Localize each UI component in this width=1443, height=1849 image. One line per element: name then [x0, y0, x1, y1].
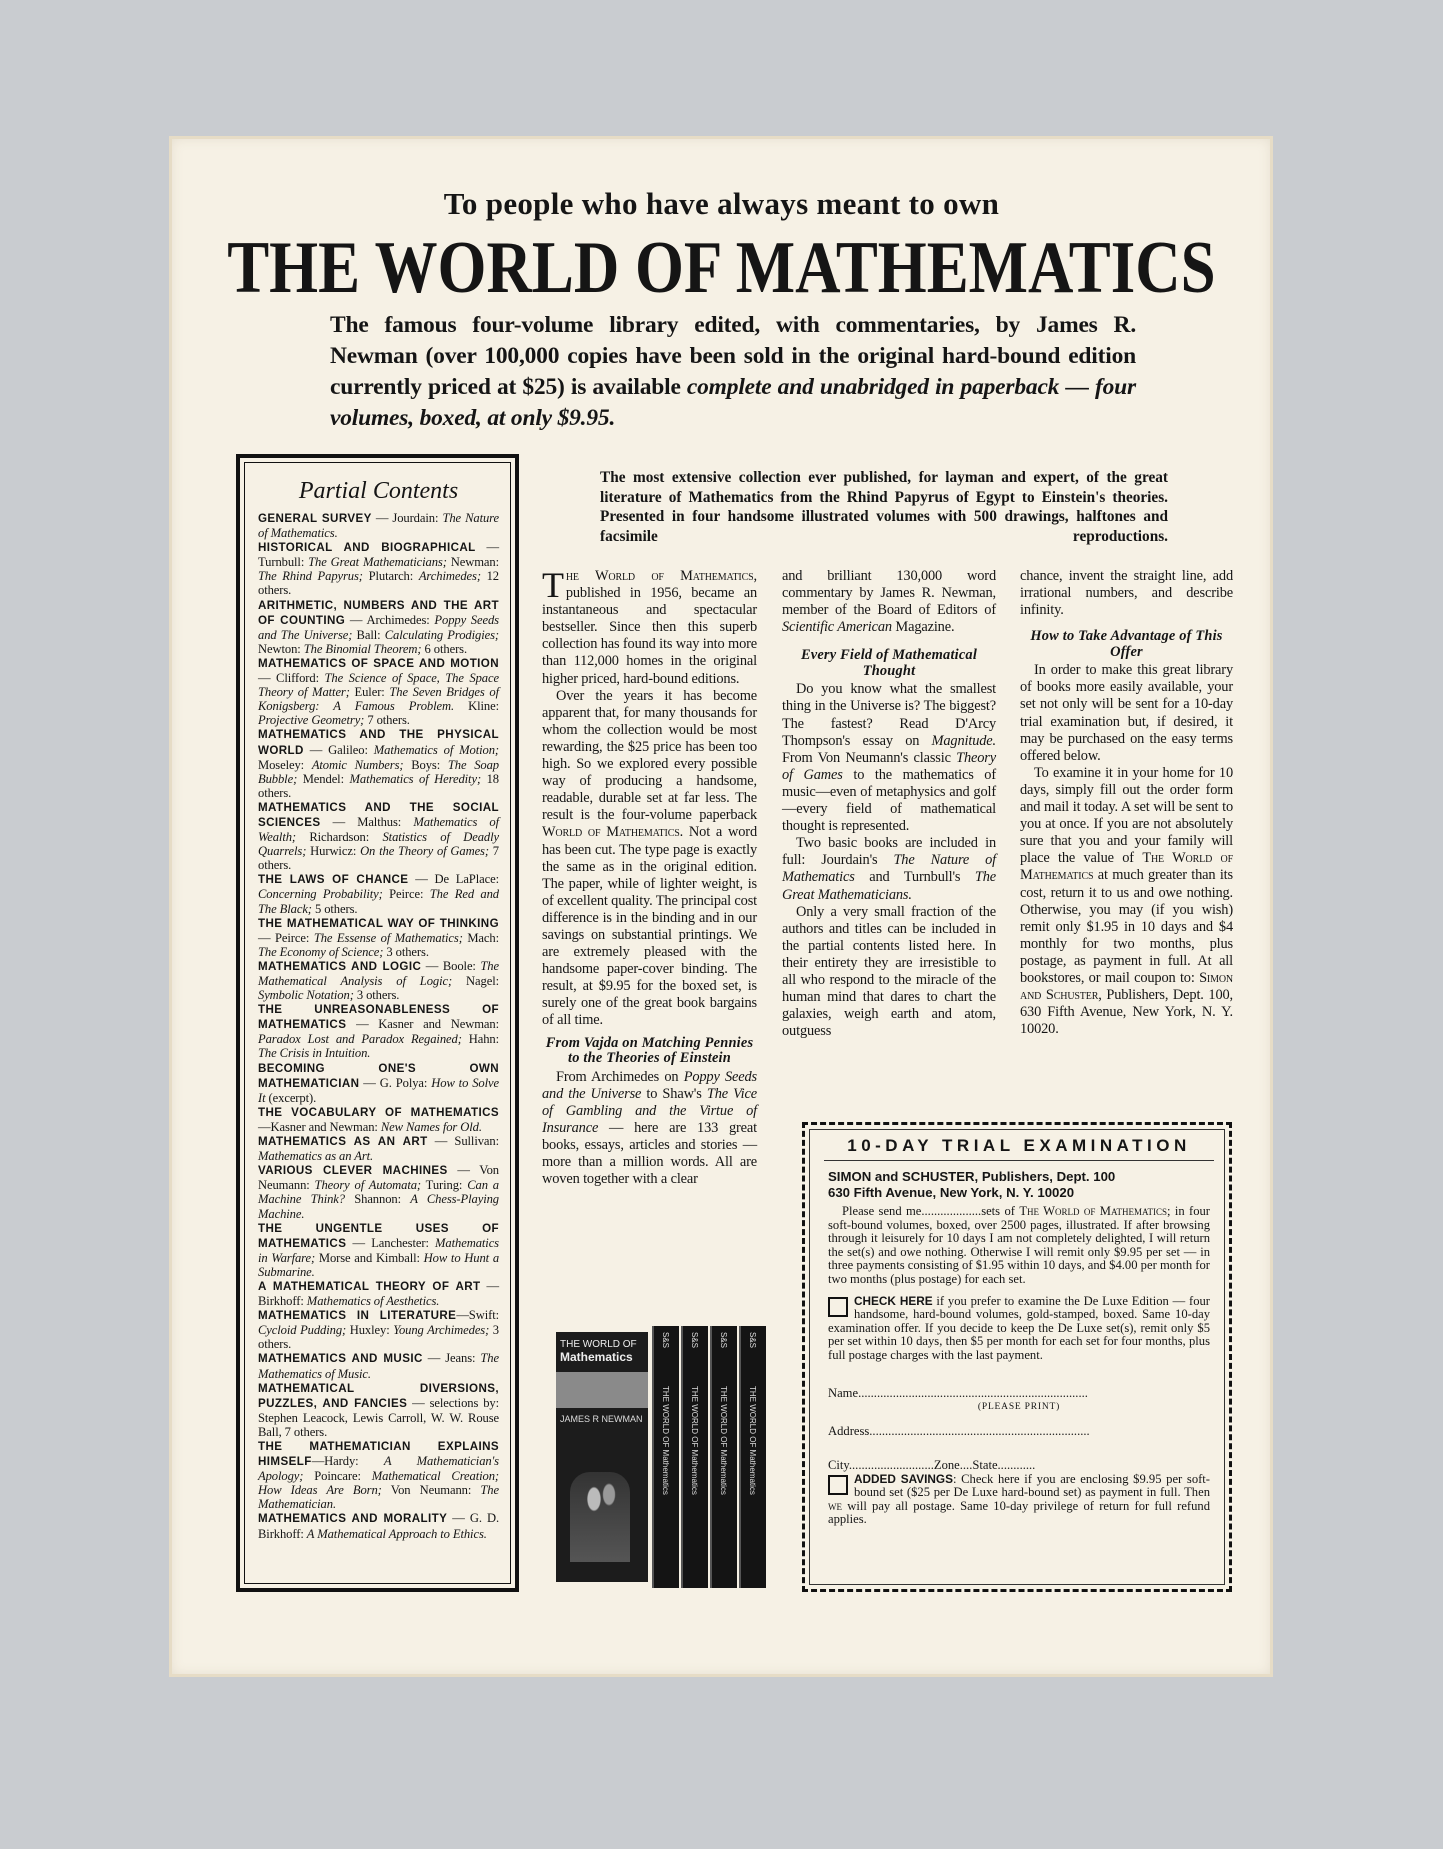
text-run: Richardson:: [296, 830, 383, 845]
italic-title: New Names for Old.: [380, 1119, 482, 1134]
text-run: — Malthus:: [320, 814, 414, 829]
category-heading: THE MATHEMATICAL WAY OF THINKING: [258, 916, 499, 930]
text-run: 6 others.: [421, 641, 468, 656]
text-run: , Publishers, Dept. 100, 630 Fifth Avenue, New York, N. Y. 10020.: [1020, 987, 1234, 1038]
contents-entry: [258, 1134, 499, 1163]
text-run: — Birkhoff:: [258, 1278, 499, 1309]
cover-band: [556, 1372, 648, 1408]
category-heading: THE MATHEMATICIAN EXPLAINS HIMSELF: [258, 1440, 499, 1469]
italic-title: The Nature of Mathematics: [782, 852, 996, 886]
small-caps-text: he World of Mathematics: [565, 568, 754, 584]
text-run: 7 others.: [258, 844, 500, 873]
text-run: to the mathematics of music—even of metaphysics and golf—every field of mathematical thought is represented.: [782, 766, 996, 835]
italic-title: Mathematics of Aesthetics.: [306, 1294, 440, 1309]
text-run: To examine it in your home for 10 days, simply fill out the order form and mail it today. A set will be sent to you at once. If you are not absolutely sure that you and your family will place the value of: [1020, 764, 1233, 867]
subheadline: [330, 310, 1136, 434]
category-heading: VARIOUS CLEVER MACHINES: [258, 1164, 448, 1178]
category-heading: ARITHMETIC, NUMBERS AND THE ART OF COUNTING: [258, 598, 499, 627]
cover-author: JAMES R NEWMAN: [560, 1414, 643, 1424]
text-run: Kline:: [454, 699, 499, 714]
added-savings-checkbox[interactable]: [828, 1475, 848, 1495]
book-cover: [556, 1332, 648, 1582]
text-run: — De LaPlace:: [408, 872, 499, 887]
text-run: and brilliant 130,000 word commentary by James R. Newman, member of the Board of Editors of: [782, 568, 996, 619]
text-run: Peirce:: [382, 887, 430, 902]
contents-entry: [258, 727, 499, 799]
category-heading: MATHEMATICS AND THE PHYSICAL WORLD: [258, 728, 499, 757]
paragraph: [1020, 765, 1233, 1039]
text-run: —Kasner and Newman:: [258, 1119, 381, 1134]
contents-entry: [258, 1351, 499, 1380]
address-line: SIMON and SCHUSTER, Publishers, Dept. 100: [828, 1169, 1116, 1184]
category-heading: MATHEMATICAL DIVERSIONS, PUZZLES, AND FANCIES: [258, 1381, 499, 1410]
text-run: Mendel:: [297, 771, 350, 786]
italic-title: complete and unabridged in paperback — four volumes, boxed, at only $9.95.: [330, 374, 1136, 431]
category-heading: MATHEMATICS OF SPACE AND MOTION: [258, 656, 499, 670]
italic-title: Atomic Numbers;: [311, 757, 404, 772]
text-run: Euler:: [349, 685, 390, 700]
italic-title: The Economy of Science;: [258, 944, 384, 959]
paragraph: [782, 568, 996, 636]
category-heading: THE LAWS OF CHANCE: [258, 873, 409, 887]
paragraph: [542, 565, 757, 688]
text-run: From Von Neumann's classic: [782, 749, 957, 766]
italic-title: The Mathematical Analysis of Logic;: [258, 958, 499, 988]
category-heading: THE UNGENTLE USES OF MATHEMATICS: [258, 1221, 499, 1250]
text-run: and Turnbull's: [854, 869, 975, 886]
deluxe-checkbox[interactable]: [828, 1297, 848, 1317]
text-run: Over the years it has become apparent that, for many thousands for whom the collection would be most rewarding, the $25 price has been too high. So we explored every possible way of producing a handsome, readable, durable set at far less. The result is the four-volume paperback: [542, 687, 757, 824]
category-heading: BECOMING ONE'S OWN MATHEMATICIAN: [258, 1061, 499, 1090]
italic-title: The Seven Bridges of Konigsberg: A Famous Problem.: [258, 685, 499, 714]
italic-title: Projective Geometry;: [258, 713, 365, 728]
spine-logo: S&S: [748, 1332, 757, 1349]
category-heading: MATHEMATICS AND MORALITY: [258, 1512, 448, 1526]
text-run: The famous four-volume library edited, with commentaries, by James R. Newman (over 100,000 copies have been sold in the original hard-bound edition currently priced at $25) is available: [330, 312, 1136, 400]
category-heading: MATHEMATICS AS AN ART: [258, 1135, 428, 1149]
contents-entry: [258, 1105, 499, 1134]
spine-logo: S&S: [690, 1332, 699, 1349]
italic-title: The Essense of Mathematics;: [313, 930, 463, 945]
article-column-3: [1020, 568, 1233, 1038]
section-heading: From Vajda on Matching Pennies to the Theories of Einstein: [545, 1034, 754, 1067]
text-run: 3 others.: [383, 944, 429, 959]
text-run: — selections by: Stephen Leacock, Lewis Carroll, W. W. Rouse Ball, 7 others.: [258, 1395, 500, 1439]
italic-title: How to Hunt a Submarine.: [258, 1250, 500, 1279]
text-run: — Clifford:: [258, 671, 325, 686]
category-heading: A MATHEMATICAL THEORY OF ART: [258, 1279, 481, 1293]
spine-title: THE WORLD OF Mathematics: [690, 1386, 699, 1495]
contents-entry: [258, 1002, 499, 1060]
headline-kicker: To people who have always meant to own: [443, 186, 1000, 221]
category-heading: THE VOCABULARY OF MATHEMATICS: [258, 1105, 499, 1119]
contents-entry: [258, 800, 499, 872]
text-run: —Hardy:: [311, 1454, 384, 1469]
text-run: Please send me...................sets of: [842, 1204, 1020, 1218]
text-run: Only a very small fraction of the authors and titles can be included in the partial contents listed here. In their entirety they are irresistible to all who respond to the miracle of the human mind that dares to chart the galaxies, weigh earth and atom, outguess: [782, 903, 996, 1040]
text-run: — Sullivan:: [427, 1134, 500, 1149]
italic-title: A Mathematician's Apology;: [258, 1454, 499, 1484]
text-run: (excerpt).: [265, 1090, 317, 1105]
category-heading: MATHEMATICS AND MUSIC: [258, 1352, 423, 1366]
italic-title: The Great Mathematicians.: [782, 869, 996, 903]
italic-title: The Soap Bubble;: [258, 757, 499, 786]
contents-entry: [258, 540, 499, 597]
category-heading: HISTORICAL AND BIOGRAPHICAL: [258, 541, 476, 555]
italic-title: The Science of Space, The Space Theory of Matter;: [258, 671, 499, 700]
text-run: Do you know what the smallest thing in the Universe is? The biggest? The fastest? Read D'Arcy Thompson's essay on: [782, 681, 996, 749]
italic-title: Symbolic Notation;: [258, 988, 354, 1003]
text-run: Morse and Kimball:: [315, 1250, 424, 1265]
text-run: — Archimedes:: [345, 612, 435, 627]
italic-title: On the Theory of Games;: [360, 844, 489, 859]
text-run: Hahn:: [461, 1032, 500, 1047]
text-run: at much greater than its cost, return it to us and owe nothing. Otherwise, you may (if you wish) remit only $1.95 in 10 days and $4 monthly for two months, plus postage, as payment in full. At all bookstores, or mail coupon to:: [1020, 867, 1233, 986]
italic-title: The Red and The Black;: [258, 887, 500, 916]
text-run: — Peirce:: [258, 930, 314, 945]
contents-entry: [258, 1381, 499, 1439]
italic-title: A Mathematical Approach to Ethics.: [306, 1526, 487, 1541]
headline-title-text: THE WORLD OF MATHEMATICS: [227, 227, 1216, 309]
added-savings-option: [828, 1473, 1210, 1527]
paragraph: [782, 904, 996, 1041]
category-heading: MATHEMATICS IN LITERATURE: [258, 1309, 457, 1323]
italic-title: The Binomial Theorem;: [303, 641, 422, 656]
paragraph: [782, 681, 996, 835]
text-run: Newman:: [446, 555, 499, 570]
cover-title: [560, 1338, 646, 1365]
italic-title: Theory of Automata;: [314, 1178, 422, 1193]
text-run: Plutarch:: [362, 569, 419, 584]
text-run: — Boole:: [421, 958, 481, 973]
text-run: . Not a word has been cut. The type page is exactly the same as in the original edition. The paper, while of lighter weight, is of excellent quality. The principal cost difference is in the binding and in our savings on substantial printings. We are extremely pleased with the handsome paper-cover binding. The result, at $9.95 for the boxed set, is surely one of the great book bargains of all time.: [542, 824, 757, 1029]
partial-contents-list: [258, 511, 499, 1541]
contents-entry: [258, 1279, 499, 1308]
text-run: From Archimedes on: [556, 1068, 684, 1085]
italic-title: Poppy Seeds and the Universe: [542, 1068, 757, 1102]
contents-entry: [258, 1511, 499, 1540]
text-run: will pay all postage. Same 10-day privilege of return for full refund applies.: [828, 1498, 1210, 1527]
text-run: chance, invent the straight line, add irrational numbers, and describe infinity.: [1020, 568, 1233, 619]
publisher-address: [828, 1169, 1210, 1201]
text-run: — Galileo:: [303, 742, 374, 757]
coupon-inner-border: [809, 1129, 1225, 1585]
text-run: Huxley:: [346, 1323, 394, 1338]
partial-contents-box: [236, 454, 519, 1592]
text-run: Hurwicz:: [306, 844, 361, 859]
text-run: Turing:: [421, 1178, 468, 1193]
name-field[interactable]: Name.........................................................................: [828, 1385, 1088, 1400]
contents-entry: [258, 1439, 499, 1511]
spine-logo: S&S: [661, 1332, 670, 1349]
italic-title: Archimedes;: [418, 569, 481, 584]
intro-paragraph: The most extensive collection ever published, for layman and expert, of the great literature of Mathematics from the Rhind Papyrus of Egypt to Einstein's theories. Presented in four handsome illustrated volumes with 500 drawings, halftones and facsimile reproductions.: [600, 469, 1168, 545]
contents-entry: [258, 1221, 499, 1279]
paragraph: [1020, 662, 1233, 765]
text-run: 3 others.: [353, 988, 400, 1003]
text-run: , published in 1956, became an instantaneous and spectacular bestseller. Since then this superb collection has found its way into more than 112,000 homes in the original higher priced, hard-bound editions.: [542, 568, 757, 687]
italic-title: Statistics of Deadly Quarrels;: [258, 830, 499, 859]
category-heading: GENERAL SURVEY: [258, 512, 372, 525]
italic-title: Mathematics of Motion;: [373, 742, 499, 757]
text-run: Mach:: [462, 930, 499, 945]
text-run: — G. D. Birkhoff:: [258, 1511, 499, 1541]
text-run: Shannon:: [344, 1192, 411, 1207]
text-run: Boys:: [403, 757, 448, 772]
text-run: Two basic books are included in full: Jourdain's: [782, 835, 996, 869]
article-column-1: [542, 565, 758, 1188]
italic-title: Calculating Prodigies;: [384, 627, 499, 642]
coupon-title: 10-DAY TRIAL EXAMINATION: [824, 1136, 1214, 1161]
contents-entry: [258, 916, 499, 959]
text-run: — Jourdain:: [371, 511, 443, 525]
small-caps-text: World of Mathematics: [542, 824, 680, 841]
cover-title-line: THE WORLD OF: [560, 1339, 637, 1350]
boxed-book-set-image: [556, 1326, 768, 1588]
italic-title: Poppy Seeds and The Universe;: [258, 612, 499, 642]
italic-title: Concerning Probability;: [258, 887, 383, 902]
section-heading: Every Field of Mathematical Thought: [800, 647, 978, 679]
spine-title: THE WORLD OF Mathematics: [748, 1386, 757, 1495]
address-line: 630 Fifth Avenue, New York, N. Y. 10020: [828, 1185, 1075, 1200]
italic-title: Magnitude.: [931, 732, 996, 749]
spine-title: THE WORLD OF Mathematics: [661, 1386, 670, 1495]
please-print-note: (PLEASE PRINT): [977, 1401, 1061, 1412]
italic-title: Mathematical Creation; How Ideas Are Born;: [258, 1469, 500, 1498]
small-caps-text: The World of Mathematics: [1020, 850, 1233, 884]
small-caps-text: we: [828, 1498, 842, 1513]
cover-title-line: Mathematics: [560, 1350, 633, 1364]
deluxe-label: CHECK HERE: [854, 1293, 933, 1308]
book-spine: [739, 1326, 766, 1588]
contents-entry: [258, 511, 499, 540]
order-coupon: [802, 1122, 1232, 1592]
text-run: Ball:: [352, 627, 385, 642]
category-heading: MATHEMATICS AND THE SOCIAL SCIENCES: [258, 800, 499, 829]
contents-entry: [258, 598, 499, 656]
italic-title: The Vice of Gambling and the Virtue of Insurance: [542, 1085, 758, 1136]
text-run: — G. Polya:: [359, 1075, 432, 1090]
contents-entry: [258, 656, 499, 727]
italic-title: Can a Machine Think?: [258, 1178, 499, 1207]
italic-title: Mathematics of Wealth;: [258, 814, 499, 845]
small-caps-text: Simon and Schuster: [1020, 969, 1233, 1004]
cover-illustration: [570, 1472, 630, 1562]
text-run: — Turnbull:: [258, 540, 500, 570]
text-run: — Kasner and Newman:: [346, 1017, 499, 1032]
paragraph: [1020, 568, 1233, 619]
contents-entry: [258, 959, 499, 1002]
text-run: Poincare:: [303, 1469, 372, 1484]
text-run: Von Neumann:: [381, 1483, 481, 1498]
paragraph-text: [542, 565, 757, 687]
italic-title: Mathematics as an Art.: [258, 1149, 374, 1164]
paragraph: [542, 1069, 757, 1189]
contents-entry: [258, 1061, 499, 1105]
contents-entry: [258, 1308, 499, 1351]
text-run: 12 others.: [258, 569, 499, 598]
book-spine: [710, 1326, 737, 1588]
category-heading: THE UNREASONABLENESS OF MATHEMATICS: [258, 1003, 499, 1032]
paragraph: [542, 688, 757, 1030]
added-savings-label: ADDED SAVINGS: [854, 1471, 953, 1486]
text-run: — Lanchester:: [346, 1235, 436, 1250]
book-spine: [681, 1326, 708, 1588]
text-run: — here are 133 great books, essays, articles and stories — more than a million words. All are woven together with a clear: [542, 1119, 757, 1188]
text-run: : Check here if you are enclosing $9.95 per soft-bound set ($25 per De Luxe hard-bound set) as payment in full. Then: [854, 1471, 1210, 1500]
text-run: Moseley:: [258, 757, 312, 772]
text-run: to Shaw's: [641, 1085, 707, 1102]
italic-title: Cycloid Pudding;: [258, 1323, 347, 1338]
address-field[interactable]: Address......................................................................: [828, 1423, 1090, 1438]
contents-entry: [258, 1163, 499, 1220]
italic-title: Scientific American: [782, 619, 892, 636]
italic-title: The Rhind Papyrus;: [258, 569, 363, 584]
italic-title: The Crisis in Intuition.: [258, 1046, 371, 1061]
book-spine: [652, 1326, 679, 1588]
category-heading: MATHEMATICS AND LOGIC: [258, 959, 422, 973]
italic-title: Mathematics in Warfare;: [258, 1235, 499, 1265]
italic-title: Paradox Lost and Paradox Regained;: [258, 1032, 462, 1047]
italic-title: The Mathematics of Music.: [258, 1351, 499, 1381]
spine-logo: S&S: [719, 1332, 728, 1349]
spine-title: THE WORLD OF Mathematics: [719, 1386, 728, 1495]
text-run: —Swift:: [456, 1308, 499, 1323]
paragraph: [782, 835, 996, 903]
text-run: — Von Neumann:: [258, 1163, 499, 1193]
text-run: 7 others.: [364, 713, 410, 728]
italic-title: The Great Mathematicians;: [308, 555, 447, 570]
text-run: ; in four soft-bound volumes, boxed, over 2500 pages, illustrated. If after browsing through it leisurely for 10 days I am not completely delighted, I will return the set(s) and owe nothing. Otherwise I will remit only $9.95 per set — in three payments consisting of $1.95 within 10 days, and $4.00 per month for two months (plus postage) for each set.: [828, 1204, 1210, 1286]
order-terms: [828, 1205, 1210, 1287]
italic-title: Mathematics of Heredity;: [349, 771, 482, 786]
drop-cap: T: [542, 565, 564, 605]
italic-title: The Mathematician.: [258, 1483, 499, 1512]
section-heading: How to Take Advantage of This Offer: [1030, 628, 1223, 660]
partial-contents-title: Partial Contents: [298, 478, 459, 504]
italic-title: How to Solve It: [258, 1075, 499, 1105]
small-caps-text: The World of Mathematics: [1019, 1204, 1167, 1218]
text-run: Magazine.: [891, 619, 955, 636]
italic-title: The Nature of Mathematics.: [258, 511, 500, 541]
text-run: 18 others.: [258, 771, 499, 800]
text-run: 3 others.: [258, 1323, 499, 1352]
article-column-2: [782, 568, 996, 1040]
deluxe-option: [828, 1295, 1210, 1363]
italic-title: Young Archimedes;: [393, 1323, 490, 1338]
text-run: — Jeans:: [422, 1351, 481, 1366]
deluxe-text: if you prefer to examine the De Luxe Edition — four handsome, hard-bound volumes, gold-stamped, boxed. Same 10-day examination offer. If you decide to keep the De Luxe set(s), remit only $5 per set within 10 days, then $5 per month for each set for four months, plus full postage charges with the last payment.: [828, 1293, 1210, 1362]
coupon-body: [828, 1205, 1210, 1363]
text-run: In order to make this great library of books more easily available, your set not only will be sent for a 10-day trial examination but, if desired, it may be purchased on the easy terms offered below.: [1020, 662, 1233, 764]
text-run: 5 others.: [311, 901, 358, 916]
headline-title: [0, 228, 1443, 308]
city-zone-state-field[interactable]: City...........................Zone....State............: [828, 1457, 1036, 1472]
partial-contents-inner-border: [244, 462, 511, 1584]
text-run: Nagel:: [452, 974, 499, 988]
italic-title: A Chess-Playing Machine.: [258, 1192, 499, 1221]
italic-title: Theory of Games: [782, 749, 996, 783]
text-run: Newton:: [258, 641, 304, 656]
contents-entry: [258, 872, 499, 915]
